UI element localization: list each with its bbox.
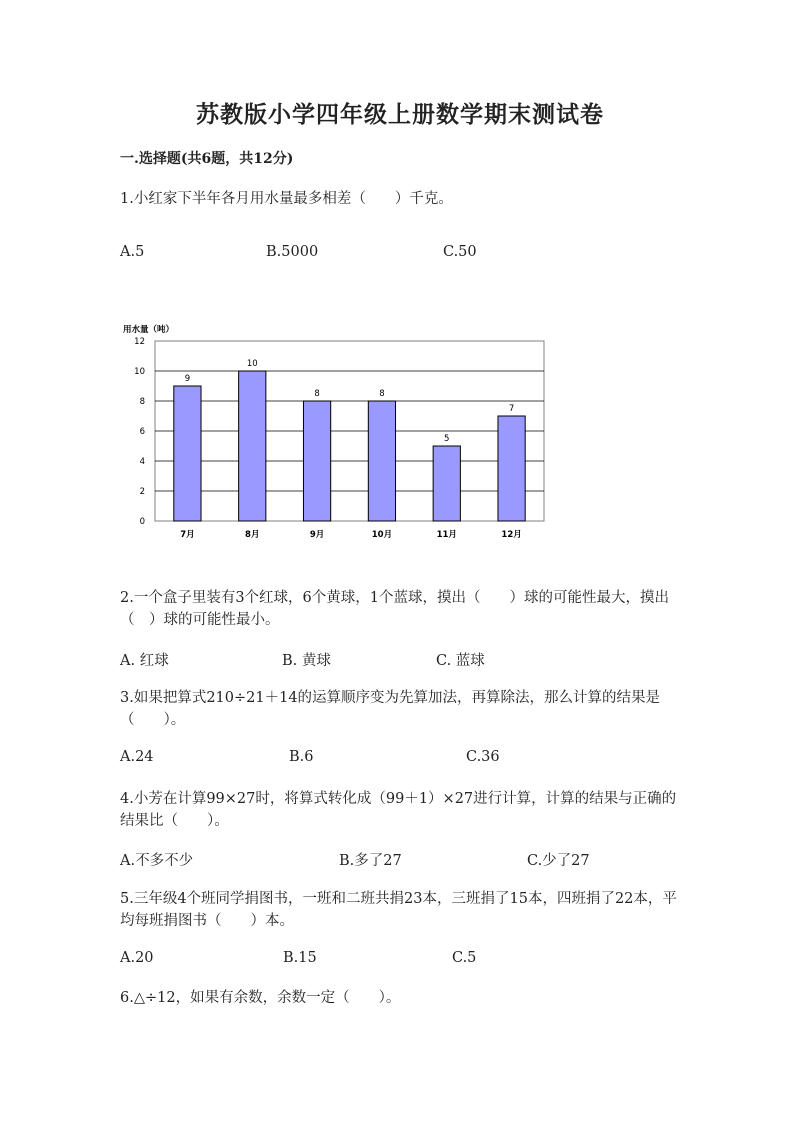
page-title: 苏教版小学四年级上册数学期末测试卷 xyxy=(196,101,604,128)
bar-value-label: 8 xyxy=(379,389,385,399)
bar xyxy=(303,401,330,521)
q1-option-b: B.5000 xyxy=(266,244,319,260)
question-5: 5.三年级4个班同学捐图书，一班和二班共捐23本，三班捐了15本，四班捐了22本，平均每班捐图书（ ）本。 xyxy=(120,891,677,929)
x-tick-label: 11月 xyxy=(436,530,457,540)
q4-option-a: A.不多不少 xyxy=(120,853,194,869)
bar xyxy=(368,401,395,521)
x-tick-label: 9月 xyxy=(309,530,325,540)
question-1: 1.小红家下半年各月用水量最多相差（ ）千克。 xyxy=(120,191,453,207)
question-4: 4.小芳在计算99×27时，将算式转化成（99＋1）×27进行计算，计算的结果与正确的结果比（ ）。 xyxy=(120,791,677,829)
water-usage-bar-chart xyxy=(115,318,555,548)
q5-option-a: A.20 xyxy=(120,950,154,966)
q1-option-c: C.50 xyxy=(443,244,477,260)
y-axis-label: 用水量（吨） xyxy=(123,325,175,335)
bar xyxy=(174,386,201,521)
q4-option-b: B.多了27 xyxy=(339,853,402,869)
x-tick-label: 12月 xyxy=(501,530,522,540)
q5-option-c: C.5 xyxy=(452,950,477,966)
section-heading: 一.选择题(共6题，共12分) xyxy=(120,151,294,167)
y-tick-label: 6 xyxy=(139,427,145,437)
q5-option-b: B.15 xyxy=(283,950,317,966)
q3-option-a: A.24 xyxy=(120,749,154,765)
x-tick-label: 8月 xyxy=(245,530,260,540)
q2-option-b: B. 黄球 xyxy=(282,653,331,669)
q3-option-b: B.6 xyxy=(289,749,314,765)
bar-value-label: 5 xyxy=(444,434,450,444)
bar-value-label: 7 xyxy=(508,404,515,414)
y-tick-label: 4 xyxy=(139,457,145,467)
question-2: 2.一个盒子里装有3个红球，6个黄球，1个蓝球，摸出（ ）球的可能性最大，摸出（ ）球的可能性最小。 xyxy=(120,590,670,628)
x-tick-label: 7月 xyxy=(180,530,195,540)
bar-value-label: 10 xyxy=(246,359,258,369)
y-tick-label: 0 xyxy=(139,517,145,527)
y-tick-label: 2 xyxy=(139,487,145,497)
y-tick-label: 10 xyxy=(134,367,145,377)
question-3: 3.如果把算式210÷21＋14的运算顺序变为先算加法，再算除法，那么计算的结果是（ ）。 xyxy=(120,690,661,728)
q1-option-a: A.5 xyxy=(120,244,145,260)
q3-option-c: C.36 xyxy=(466,749,500,765)
q4-option-c: C.少了27 xyxy=(527,853,590,869)
question-6: 6.△÷12，如果有余数，余数一定（ ）。 xyxy=(120,990,401,1006)
bar-value-label: 9 xyxy=(184,374,191,384)
x-tick-label: 10月 xyxy=(371,530,393,540)
bar-value-label: 8 xyxy=(314,389,320,399)
bar xyxy=(239,371,266,521)
q2-option-a: A. 红球 xyxy=(120,653,169,669)
y-tick-label: 8 xyxy=(139,397,145,407)
q2-option-c: C. 蓝球 xyxy=(436,653,485,669)
y-tick-label: 12 xyxy=(134,337,145,347)
bar xyxy=(433,446,460,521)
bar xyxy=(498,416,525,521)
